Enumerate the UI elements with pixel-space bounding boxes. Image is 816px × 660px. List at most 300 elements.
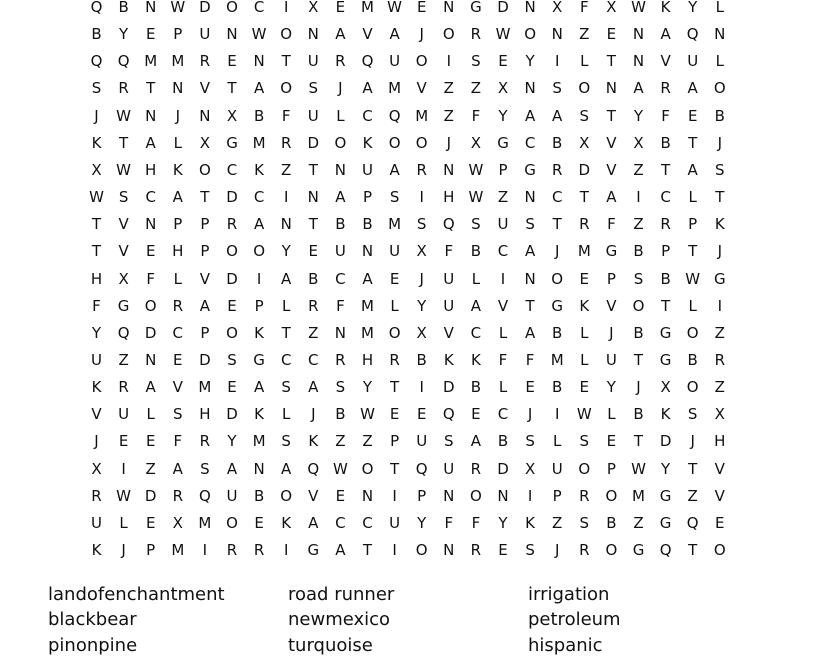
grid-letter: A xyxy=(145,378,156,397)
grid-letter: K xyxy=(172,160,183,179)
grid-letter: K xyxy=(254,160,265,179)
grid-letter: I xyxy=(202,541,208,559)
grid-letter: R xyxy=(660,79,671,98)
grid-letter: I xyxy=(446,52,452,71)
grid-letter: N xyxy=(524,269,536,288)
grid-letter: I xyxy=(392,486,397,505)
grid-letter: X xyxy=(524,459,536,478)
grid-letter: E xyxy=(687,106,698,125)
grid-letter: I xyxy=(554,52,560,71)
grid-letter: E xyxy=(471,405,481,424)
grid-letter: C xyxy=(362,106,373,125)
grid-letter: L xyxy=(471,269,481,288)
grid-letter: I xyxy=(500,269,506,288)
grid-letter: N xyxy=(145,106,157,125)
grid-letter: L xyxy=(715,52,724,71)
grid-letter: T xyxy=(633,432,644,451)
grid-letter: O xyxy=(280,79,293,98)
grid-letter: S xyxy=(389,188,400,207)
grid-letter: B xyxy=(633,405,644,424)
grid-letter: A xyxy=(253,378,265,397)
grid-letter: A xyxy=(226,459,238,478)
grid-letter: B xyxy=(253,106,265,125)
grid-letter: X xyxy=(118,269,129,288)
grid-letter: L xyxy=(336,106,345,125)
grid-letter: X xyxy=(199,133,211,152)
grid-letter: N xyxy=(307,25,319,44)
grid-letter: Z xyxy=(633,513,644,532)
grid-letter: C xyxy=(172,323,184,342)
grid-letter: M xyxy=(361,0,374,16)
grid-letter: P xyxy=(200,215,210,234)
grid-letter: U xyxy=(362,160,373,179)
grid-letter: T xyxy=(606,52,616,71)
grid-letter: C xyxy=(660,188,671,207)
grid-letter: G xyxy=(551,296,563,315)
grid-letter: Z xyxy=(633,160,644,179)
grid-letter: T xyxy=(200,188,210,207)
grid-letter: R xyxy=(470,459,482,478)
grid-letter: D xyxy=(199,350,211,369)
grid-letter: R xyxy=(253,541,265,559)
grid-letter: D xyxy=(443,378,455,397)
grid-letter: N xyxy=(145,215,157,234)
grid-letter: Z xyxy=(714,378,725,397)
grid-letter: E xyxy=(227,296,237,315)
grid-letter: C xyxy=(253,0,265,16)
grid-letter: R xyxy=(470,25,482,44)
grid-letter: D xyxy=(497,0,509,16)
grid-letter: D xyxy=(307,133,320,152)
grid-letter: M xyxy=(361,296,374,315)
grid-letter: T xyxy=(227,79,237,98)
grid-letter: V xyxy=(91,405,102,424)
grid-letter: G xyxy=(253,350,265,369)
grid-letter: G xyxy=(713,269,726,288)
grid-letter: E xyxy=(416,405,427,424)
grid-letter: P xyxy=(200,242,210,261)
grid-letter: B xyxy=(335,215,346,234)
grid-letter: W xyxy=(116,106,132,125)
grid-letter: Q xyxy=(686,513,699,532)
grid-letter: X xyxy=(416,323,427,342)
grid-letter: A xyxy=(389,160,400,179)
grid-letter: C xyxy=(280,350,292,369)
grid-letter: H xyxy=(443,188,455,207)
grid-letter: B xyxy=(308,269,319,288)
grid-letter: U xyxy=(443,459,455,478)
grid-letter: H xyxy=(361,350,374,369)
grid-letter: W xyxy=(170,0,186,16)
grid-letter: G xyxy=(307,541,320,559)
grid-letter: S xyxy=(525,432,535,451)
grid-letter: K xyxy=(525,513,536,532)
grid-letter: J xyxy=(94,106,99,125)
grid-letter: G xyxy=(659,323,672,342)
grid-letter: A xyxy=(253,215,265,234)
grid-letter: Z xyxy=(552,513,563,532)
grid-letter: Q xyxy=(198,486,211,505)
grid-letter: V xyxy=(606,296,617,315)
grid-letter: R xyxy=(714,350,726,369)
grid-letter: T xyxy=(661,296,671,315)
grid-letter: U xyxy=(389,52,401,71)
grid-letter: G xyxy=(605,242,618,261)
grid-letter: A xyxy=(389,25,400,44)
grid-letter: N xyxy=(334,323,346,342)
grid-letter: K xyxy=(579,296,590,315)
grid-letter: F xyxy=(525,350,535,369)
word-bank-item: blackbear xyxy=(48,609,137,630)
grid-letter: P xyxy=(173,215,183,234)
grid-letter: E xyxy=(389,405,400,424)
grid-letter: O xyxy=(578,79,591,98)
grid-letter: G xyxy=(497,133,509,152)
grid-letter: S xyxy=(281,378,291,397)
grid-letter: X xyxy=(579,133,590,152)
grid-letter: C xyxy=(335,269,346,288)
grid-letter: I xyxy=(554,405,560,424)
grid-letter: U xyxy=(443,269,455,288)
grid-letter: U xyxy=(199,25,211,44)
grid-letter: Z xyxy=(687,486,698,505)
grid-letter: M xyxy=(252,432,266,451)
word-bank-item: pinonpine xyxy=(48,635,138,656)
grid-letter: F xyxy=(444,242,454,261)
grid-letter: B xyxy=(470,378,482,397)
grid-letter: X xyxy=(91,459,102,478)
grid-letter: P xyxy=(688,215,698,234)
grid-letter: T xyxy=(633,350,644,369)
grid-letter: O xyxy=(551,269,564,288)
grid-letter: T xyxy=(91,242,102,261)
grid-letter: M xyxy=(198,378,212,397)
grid-letter: S xyxy=(471,52,481,71)
grid-letter: R xyxy=(118,378,129,397)
grid-letter: X xyxy=(172,513,183,532)
grid-letter: C xyxy=(308,350,319,369)
grid-letter: L xyxy=(119,513,128,532)
grid-letter: R xyxy=(172,296,184,315)
grid-letter: U xyxy=(91,513,102,532)
grid-letter: U xyxy=(307,52,319,71)
grid-letter: N xyxy=(443,160,455,179)
grid-letter: E xyxy=(254,513,264,532)
grid-letter: S xyxy=(579,432,590,451)
grid-letter: F xyxy=(579,0,589,16)
word-bank-item: petroleum xyxy=(528,609,621,630)
grid-letter: T xyxy=(146,79,156,98)
grid-letter: W xyxy=(468,188,484,207)
grid-letter: M xyxy=(388,215,402,234)
grid-letter: R xyxy=(226,541,238,559)
grid-letter: F xyxy=(336,296,345,315)
grid-letter: J xyxy=(554,242,560,261)
grid-letter: O xyxy=(578,459,591,478)
grid-letter: U xyxy=(605,350,617,369)
grid-letter: U xyxy=(687,52,699,71)
grid-letter: J xyxy=(338,79,343,98)
grid-letter: A xyxy=(660,25,671,44)
grid-letter: P xyxy=(661,242,671,261)
grid-letter: M xyxy=(577,242,591,261)
grid-letter: P xyxy=(606,459,616,478)
grid-letter: O xyxy=(442,25,455,44)
grid-letter: N xyxy=(524,79,536,98)
grid-letter: B xyxy=(470,242,482,261)
grid-letter: N xyxy=(307,188,319,207)
grid-letter: X xyxy=(714,405,725,424)
word-bank xyxy=(48,582,768,658)
grid-letter: N xyxy=(280,215,292,234)
grid-letter: O xyxy=(713,79,726,98)
grid-letter: A xyxy=(172,188,183,207)
grid-letter: P xyxy=(173,25,183,44)
grid-letter: C xyxy=(362,513,373,532)
grid-letter: E xyxy=(145,513,156,532)
grid-letter: N xyxy=(145,350,157,369)
grid-letter: L xyxy=(688,188,697,207)
grid-letter: J xyxy=(419,25,424,44)
grid-letter: Q xyxy=(307,459,320,478)
grid-letter: T xyxy=(579,188,589,207)
grid-letter: X xyxy=(660,378,671,397)
grid-letter: S xyxy=(118,188,129,207)
grid-letter: T xyxy=(390,378,400,397)
grid-letter: L xyxy=(715,0,724,16)
grid-letter: G xyxy=(659,486,672,505)
grid-letter: K xyxy=(470,350,481,369)
grid-letter: T xyxy=(606,106,616,125)
grid-letter: Q xyxy=(659,541,672,559)
grid-letter: T xyxy=(390,459,400,478)
grid-letter: B xyxy=(633,323,644,342)
grid-letter: K xyxy=(91,133,102,152)
word-bank-item: turquoise xyxy=(288,635,373,656)
grid-letter: U xyxy=(91,350,102,369)
grid-letter: X xyxy=(226,106,238,125)
grid-letter: D xyxy=(659,432,672,451)
grid-letter: Y xyxy=(417,296,427,315)
grid-letter: O xyxy=(632,296,645,315)
grid-letter: T xyxy=(688,459,698,478)
grid-letter: I xyxy=(419,378,424,397)
grid-letter: F xyxy=(498,350,508,369)
grid-letter: J xyxy=(419,269,424,288)
grid-letter: C xyxy=(551,188,563,207)
grid-letter: X xyxy=(416,242,427,261)
grid-letter: O xyxy=(226,323,238,342)
grid-letter: Q xyxy=(388,106,401,125)
grid-letter: B xyxy=(416,350,427,369)
grid-letter: M xyxy=(198,513,212,532)
grid-letter: O xyxy=(469,486,482,505)
grid-letter: N xyxy=(551,25,563,44)
grid-letter: H xyxy=(145,160,157,179)
grid-letter: Z xyxy=(335,432,346,451)
grid-letter: A xyxy=(606,188,617,207)
grid-letter: U xyxy=(389,242,401,261)
grid-letter: W xyxy=(116,160,132,179)
grid-letter: N xyxy=(605,79,617,98)
grid-letter: P xyxy=(362,188,373,207)
grid-letter: Z xyxy=(362,432,373,451)
grid-letter: V xyxy=(199,79,211,98)
grid-letter: U xyxy=(389,513,401,532)
grid-letter: B xyxy=(118,0,129,16)
grid-letter: U xyxy=(551,459,563,478)
grid-letter: A xyxy=(524,323,536,342)
grid-letter: Y xyxy=(688,0,698,16)
grid-letter: W xyxy=(116,486,132,505)
grid-letter: O xyxy=(226,242,238,261)
grid-letter: A xyxy=(470,432,482,451)
grid-letter: K xyxy=(254,405,265,424)
grid-letter: D xyxy=(144,486,157,505)
grid-letter: F xyxy=(92,296,101,315)
word-bank-item: road runner xyxy=(288,584,395,605)
grid-letter: A xyxy=(524,106,536,125)
grid-letter: W xyxy=(468,160,484,179)
grid-letter: Y xyxy=(91,323,102,342)
grid-letter: X xyxy=(606,0,617,16)
grid-letter: E xyxy=(389,269,400,288)
grid-letter: O xyxy=(415,541,428,559)
grid-letter: R xyxy=(199,52,211,71)
grid-letter: E xyxy=(145,25,156,44)
grid-letter: T xyxy=(308,160,318,179)
grid-letter: Y xyxy=(498,106,508,125)
grid-letter: I xyxy=(121,459,126,478)
grid-letter: I xyxy=(717,296,723,315)
grid-letter: D xyxy=(226,269,238,288)
grid-letter: S xyxy=(525,541,535,559)
grid-letter: E xyxy=(118,432,129,451)
grid-letter: S xyxy=(471,215,481,234)
grid-letter: M xyxy=(632,486,645,505)
grid-letter: S xyxy=(91,79,102,98)
grid-letter: R xyxy=(226,215,238,234)
grid-letter: L xyxy=(498,378,508,397)
grid-letter: O xyxy=(415,52,428,71)
grid-letter: O xyxy=(226,0,238,16)
grid-letter: A xyxy=(470,296,482,315)
grid-letter: Y xyxy=(119,25,129,44)
grid-letter: Q xyxy=(442,215,455,234)
grid-letter: I xyxy=(256,269,262,288)
grid-letter: B xyxy=(714,106,725,125)
grid-letter: U xyxy=(226,486,238,505)
grid-letter: R xyxy=(660,215,671,234)
grid-letter: M xyxy=(144,52,158,71)
grid-letter: T xyxy=(91,215,102,234)
grid-letter: D xyxy=(144,323,157,342)
grid-letter: F xyxy=(661,106,670,125)
grid-letter: L xyxy=(282,405,291,424)
grid-letter: A xyxy=(199,296,211,315)
grid-letter: N xyxy=(497,486,509,505)
grid-letter: V xyxy=(308,486,319,505)
grid-letter: O xyxy=(144,296,157,315)
grid-letter: N xyxy=(334,160,346,179)
grid-letter: W xyxy=(360,405,375,424)
grid-letter: W xyxy=(495,25,511,44)
grid-letter: T xyxy=(661,160,671,179)
grid-letter: M xyxy=(171,541,185,559)
grid-letter: E xyxy=(715,513,725,532)
grid-letter: X xyxy=(308,0,319,16)
grid-letter: W xyxy=(251,25,267,44)
grid-letter: Q xyxy=(415,459,428,478)
grid-letter: T xyxy=(715,188,725,207)
grid-letter: N xyxy=(443,541,455,559)
grid-letter: X xyxy=(633,133,644,152)
grid-letter: O xyxy=(415,133,428,152)
grid-letter: D xyxy=(497,459,509,478)
grid-letter: H xyxy=(172,242,184,261)
grid-letter: Z xyxy=(443,79,454,98)
grid-letter: Q xyxy=(90,0,103,16)
word-bank-item: landofenchantment xyxy=(48,584,225,605)
grid-letter: Z xyxy=(281,160,292,179)
grid-letter: Q xyxy=(686,25,699,44)
grid-letter: J xyxy=(527,405,533,424)
grid-letter: K xyxy=(443,350,454,369)
grid-letter: O xyxy=(198,160,211,179)
grid-letter: D xyxy=(199,0,211,16)
grid-letter: S xyxy=(200,459,210,478)
grid-letter: N xyxy=(443,0,455,16)
grid-letter: R xyxy=(199,432,211,451)
word-search-grid xyxy=(83,0,733,564)
grid-letter: R xyxy=(172,486,184,505)
grid-letter: A xyxy=(281,459,292,478)
grid-letter: D xyxy=(226,405,238,424)
grid-letter: A xyxy=(308,513,319,532)
grid-letter: E xyxy=(498,541,508,559)
grid-letter: R xyxy=(579,486,590,505)
grid-letter: N xyxy=(524,188,536,207)
grid-letter: D xyxy=(226,188,238,207)
grid-letter: W xyxy=(576,405,592,424)
grid-letter: C xyxy=(335,513,346,532)
grid-letter: S xyxy=(633,269,644,288)
grid-letter: L xyxy=(580,350,589,369)
grid-letter: E xyxy=(308,242,319,261)
grid-letter: E xyxy=(145,242,156,261)
grid-letter: B xyxy=(552,133,563,152)
grid-letter: X xyxy=(497,79,509,98)
grid-letter: Y xyxy=(362,378,373,397)
grid-letter: S xyxy=(444,432,454,451)
grid-letter: A xyxy=(362,269,373,288)
grid-letter: O xyxy=(686,378,699,397)
grid-letter: J xyxy=(609,323,614,342)
grid-letter: E xyxy=(227,52,237,71)
grid-letter: V xyxy=(714,486,725,505)
grid-letter: J xyxy=(717,242,723,261)
grid-letter: N xyxy=(226,25,238,44)
grid-letter: H xyxy=(90,269,103,288)
grid-letter: R xyxy=(335,52,346,71)
grid-letter: O xyxy=(388,323,401,342)
grid-letter: B xyxy=(91,25,102,44)
grid-letter: V xyxy=(362,25,373,44)
grid-letter: P xyxy=(606,269,616,288)
grid-letter: T xyxy=(308,215,318,234)
grid-letter: I xyxy=(392,541,397,559)
grid-letter: V xyxy=(172,378,183,397)
